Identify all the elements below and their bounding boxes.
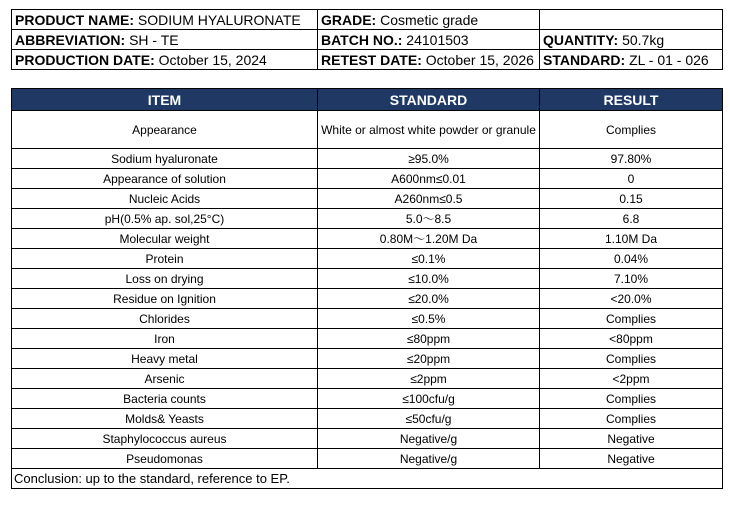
table-row bbox=[12, 249, 723, 269]
product-name-value: SODIUM HYALURONATE bbox=[137, 11, 301, 28]
standard-cell: Negative/g bbox=[318, 429, 540, 449]
abbreviation-value: SH - TE bbox=[129, 31, 179, 48]
item-cell: Iron bbox=[12, 329, 318, 349]
column-header-standard: STANDARD bbox=[318, 89, 540, 111]
production-date-value: October 15, 2024 bbox=[158, 51, 267, 68]
result-cell: 6.8 bbox=[540, 209, 723, 229]
result-cell: 7.10% bbox=[540, 269, 723, 289]
info-row bbox=[12, 50, 723, 70]
item-cell: Nucleic Acids bbox=[12, 189, 318, 209]
result-cell: Negative bbox=[540, 429, 723, 449]
grade-label: GRADE: bbox=[321, 11, 377, 28]
table-row bbox=[12, 429, 723, 449]
result-cell: Complies bbox=[540, 309, 723, 329]
result-cell: 1.10M Da bbox=[540, 229, 723, 249]
retest-date-value: October 15, 2026 bbox=[425, 51, 534, 68]
standard-cell: Negative/g bbox=[318, 449, 540, 469]
retest-date-label: RETEST DATE: bbox=[321, 51, 422, 68]
table-row bbox=[12, 111, 723, 149]
item-cell: Bacteria counts bbox=[12, 389, 318, 409]
standard-label: STANDARD: bbox=[543, 51, 626, 68]
retest-date-cell bbox=[318, 50, 540, 70]
result-cell: Complies bbox=[540, 409, 723, 429]
item-cell: Heavy metal bbox=[12, 349, 318, 369]
standard-cell: ≤10.0% bbox=[318, 269, 540, 289]
item-cell: Loss on drying bbox=[12, 269, 318, 289]
result-cell: 0.04% bbox=[540, 249, 723, 269]
item-cell: Appearance bbox=[12, 111, 318, 149]
standard-cell: ≤50cfu/g bbox=[318, 409, 540, 429]
product-name-label: PRODUCT NAME: bbox=[15, 11, 134, 28]
table-row bbox=[12, 329, 723, 349]
item-cell: Appearance of solution bbox=[12, 169, 318, 189]
standard-cell: ≥95.0% bbox=[318, 149, 540, 169]
product-name-cell bbox=[12, 10, 318, 30]
header-row bbox=[12, 89, 723, 111]
conclusion-text: Conclusion: up to the standard, reference to EP. bbox=[12, 469, 723, 489]
table-row bbox=[12, 409, 723, 429]
item-cell: pH(0.5% ap. sol,25°C) bbox=[12, 209, 318, 229]
table-row bbox=[12, 169, 723, 189]
result-cell: 0.15 bbox=[540, 189, 723, 209]
specification-table bbox=[11, 88, 723, 489]
standard-cell: ≤100cfu/g bbox=[318, 389, 540, 409]
production-date-cell bbox=[12, 50, 318, 70]
table-row bbox=[12, 269, 723, 289]
result-cell: 97.80% bbox=[540, 149, 723, 169]
result-cell: 0 bbox=[540, 169, 723, 189]
standard-cell: ≤0.5% bbox=[318, 309, 540, 329]
item-cell: Arsenic bbox=[12, 369, 318, 389]
item-cell: Residue on Ignition bbox=[12, 289, 318, 309]
abbreviation-cell bbox=[12, 30, 318, 50]
result-cell: Complies bbox=[540, 111, 723, 149]
abbreviation-label: ABBREVIATION: bbox=[15, 31, 126, 48]
table-row bbox=[12, 389, 723, 409]
item-cell: Molecular weight bbox=[12, 229, 318, 249]
table-row bbox=[12, 449, 723, 469]
grade-cell bbox=[318, 10, 540, 30]
table-row bbox=[12, 189, 723, 209]
result-cell: <2ppm bbox=[540, 369, 723, 389]
item-cell: Chlorides bbox=[12, 309, 318, 329]
standard-cell: White or almost white powder or granule bbox=[318, 111, 540, 149]
item-cell: Molds& Yeasts bbox=[12, 409, 318, 429]
standard-cell: ≤80ppm bbox=[318, 329, 540, 349]
column-header-result: RESULT bbox=[540, 89, 723, 111]
result-cell: Negative bbox=[540, 449, 723, 469]
column-header-item: ITEM bbox=[12, 89, 318, 111]
result-cell: Complies bbox=[540, 389, 723, 409]
result-cell: Complies bbox=[540, 349, 723, 369]
table-row bbox=[12, 309, 723, 329]
item-cell: Protein bbox=[12, 249, 318, 269]
specification-rows bbox=[12, 111, 723, 469]
standard-cell: ≤20ppm bbox=[318, 349, 540, 369]
quantity-cell bbox=[540, 30, 723, 50]
info-row bbox=[12, 10, 723, 30]
result-cell: <20.0% bbox=[540, 289, 723, 309]
batch-value: 24101503 bbox=[406, 31, 469, 48]
grade-value: Cosmetic grade bbox=[380, 11, 479, 28]
standard-cell: 0.80M～1.20M Da bbox=[318, 229, 540, 249]
quantity-value: 50.7kg bbox=[622, 31, 665, 48]
item-cell: Pseudomonas bbox=[12, 449, 318, 469]
standard-cell: ≤0.1% bbox=[318, 249, 540, 269]
table-row bbox=[12, 149, 723, 169]
empty-cell bbox=[540, 10, 723, 30]
batch-cell bbox=[318, 30, 540, 50]
table-row bbox=[12, 369, 723, 389]
standard-cell: A600nm≤0.01 bbox=[318, 169, 540, 189]
standard-cell bbox=[540, 50, 723, 70]
table-row bbox=[12, 229, 723, 249]
table-row bbox=[12, 349, 723, 369]
standard-cell: ≤2ppm bbox=[318, 369, 540, 389]
table-row bbox=[12, 289, 723, 309]
standard-cell: ≤20.0% bbox=[318, 289, 540, 309]
product-info-table bbox=[11, 9, 723, 70]
production-date-label: PRODUCTION DATE: bbox=[15, 51, 155, 68]
batch-label: BATCH NO.: bbox=[321, 31, 403, 48]
standard-cell: A260nm≤0.5 bbox=[318, 189, 540, 209]
standard-cell: 5.0～8.5 bbox=[318, 209, 540, 229]
item-cell: Sodium hyaluronate bbox=[12, 149, 318, 169]
quantity-label: QUANTITY: bbox=[543, 31, 619, 48]
info-row bbox=[12, 30, 723, 50]
item-cell: Staphylococcus aureus bbox=[12, 429, 318, 449]
standard-value: ZL - 01 - 026 bbox=[629, 51, 709, 68]
result-cell: <80ppm bbox=[540, 329, 723, 349]
table-row bbox=[12, 209, 723, 229]
conclusion-row bbox=[12, 469, 723, 489]
